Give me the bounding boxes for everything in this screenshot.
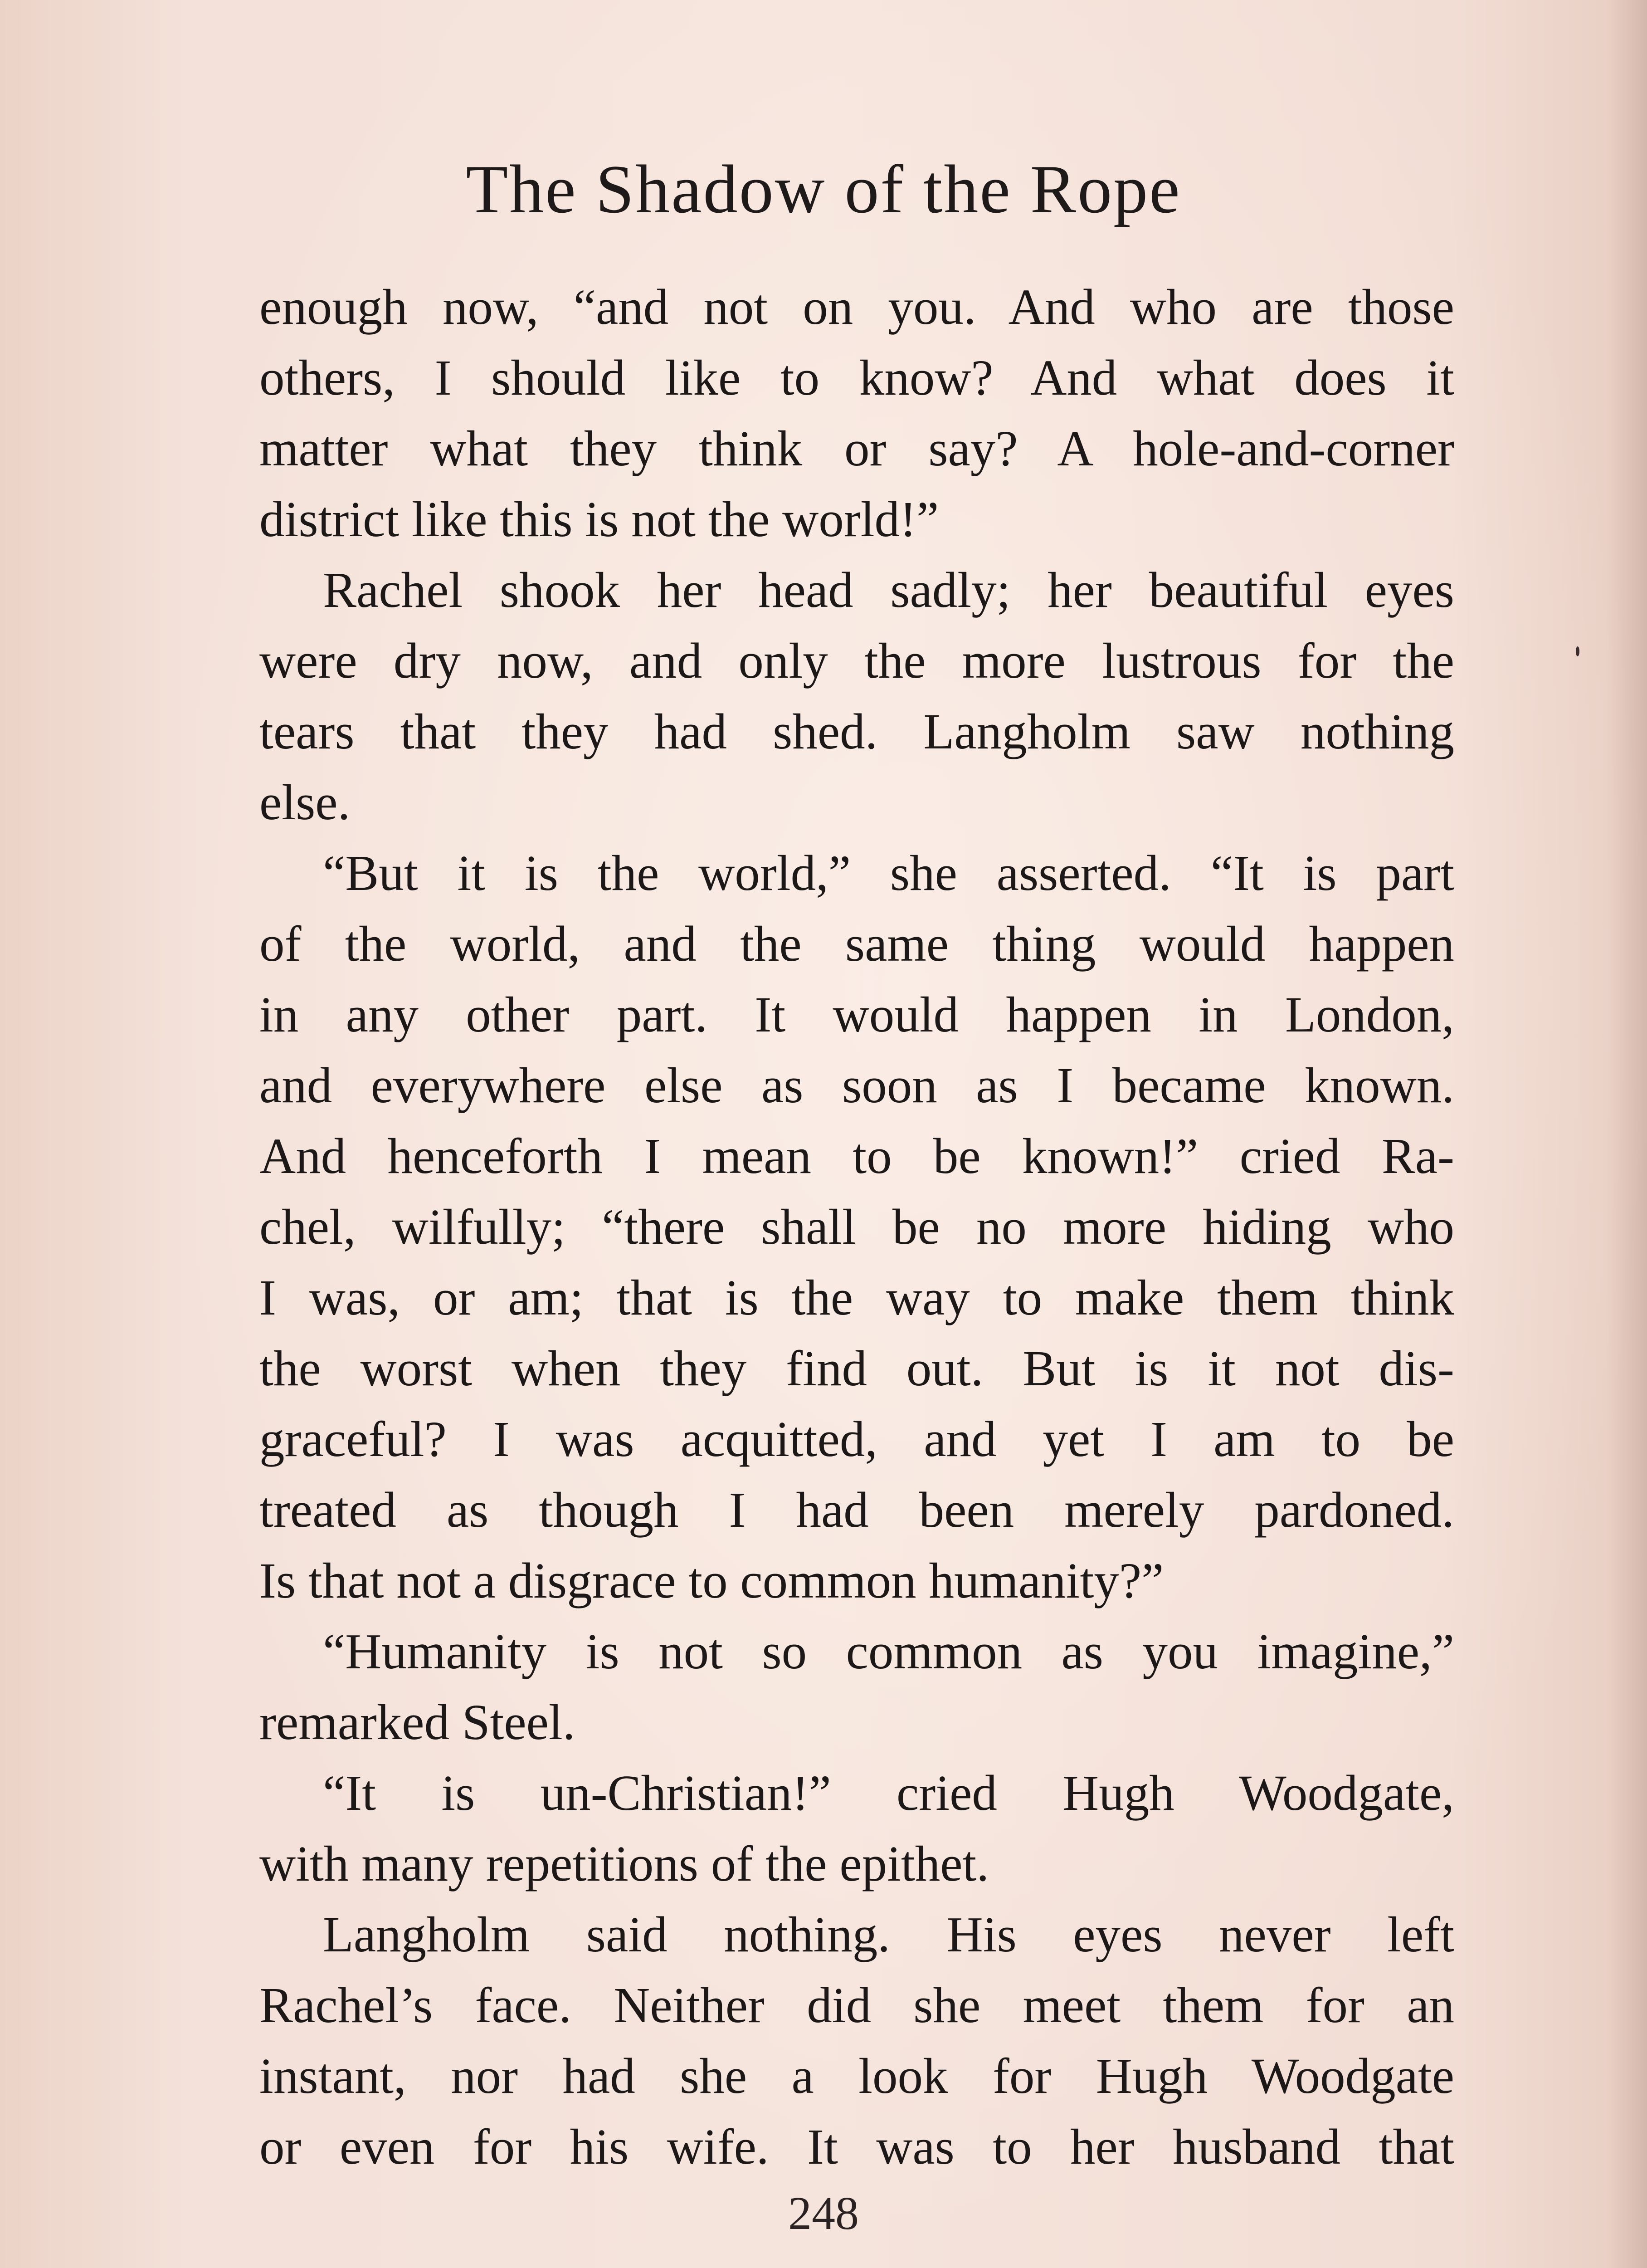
text-line: remarked Steel. (259, 1695, 575, 1750)
text-line: And henceforth I mean to be known!” cried Ra- (259, 1129, 1454, 1184)
text-line: “But it is the world,” she asserted. “It is part (323, 846, 1454, 901)
text-line: Langholm said nothing. His eyes never left (323, 1907, 1454, 1963)
text-line: enough now, “and not on you. And who are those (259, 279, 1454, 335)
text-line: I was, or am; that is the way to make them think (259, 1270, 1454, 1326)
text-line: “It is un-Christian!” cried Hugh Woodgate, (323, 1765, 1454, 1821)
text-line: the worst when they find out. But is it not dis- (259, 1341, 1454, 1397)
text-line: Is that not a disgrace to common humanity?” (259, 1553, 1164, 1609)
running-head: The Shadow of the Rope (466, 151, 1181, 227)
text-line: district like this is not the world!” (259, 492, 939, 547)
text-line: of the world, and the same thing would happen (259, 916, 1454, 972)
body-text (259, 272, 1454, 2183)
text-line: else. (259, 775, 351, 831)
text-line: and everywhere else as soon as I became known. (259, 1058, 1454, 1114)
text-line: chel, wilfully; “there shall be no more hiding who (259, 1199, 1454, 1255)
text-line: instant, nor had she a look for Hugh Woodgate (259, 2048, 1454, 2104)
text-line: others, I should like to know? And what does it (259, 350, 1454, 406)
text-line: tears that they had shed. Langholm saw nothing (259, 704, 1454, 760)
text-line: Rachel’s face. Neither did she meet them for an (259, 1978, 1454, 2033)
text-line: graceful? I was acquitted, and yet I am to be (259, 1412, 1454, 1467)
text-line: Rachel shook her head sadly; her beautiful eyes (323, 562, 1454, 618)
text-line: in any other part. It would happen in London, (259, 987, 1454, 1043)
text-line: “Humanity is not so common as you imagine,” (323, 1624, 1454, 1680)
text-line: matter what they think or say? A hole-and-corner (259, 421, 1454, 477)
text-line: were dry now, and only the more lustrous for the (259, 633, 1454, 689)
paper-speck (1576, 646, 1579, 656)
text-line: or even for his wife. It was to her husband that (259, 2119, 1454, 2175)
page-edge-shadow (1606, 0, 1647, 2268)
text-line: with many repetitions of the epithet. (259, 1836, 989, 1892)
page-number: 248 (788, 2187, 859, 2239)
text-line: treated as though I had been merely pardoned. (259, 1482, 1454, 1538)
